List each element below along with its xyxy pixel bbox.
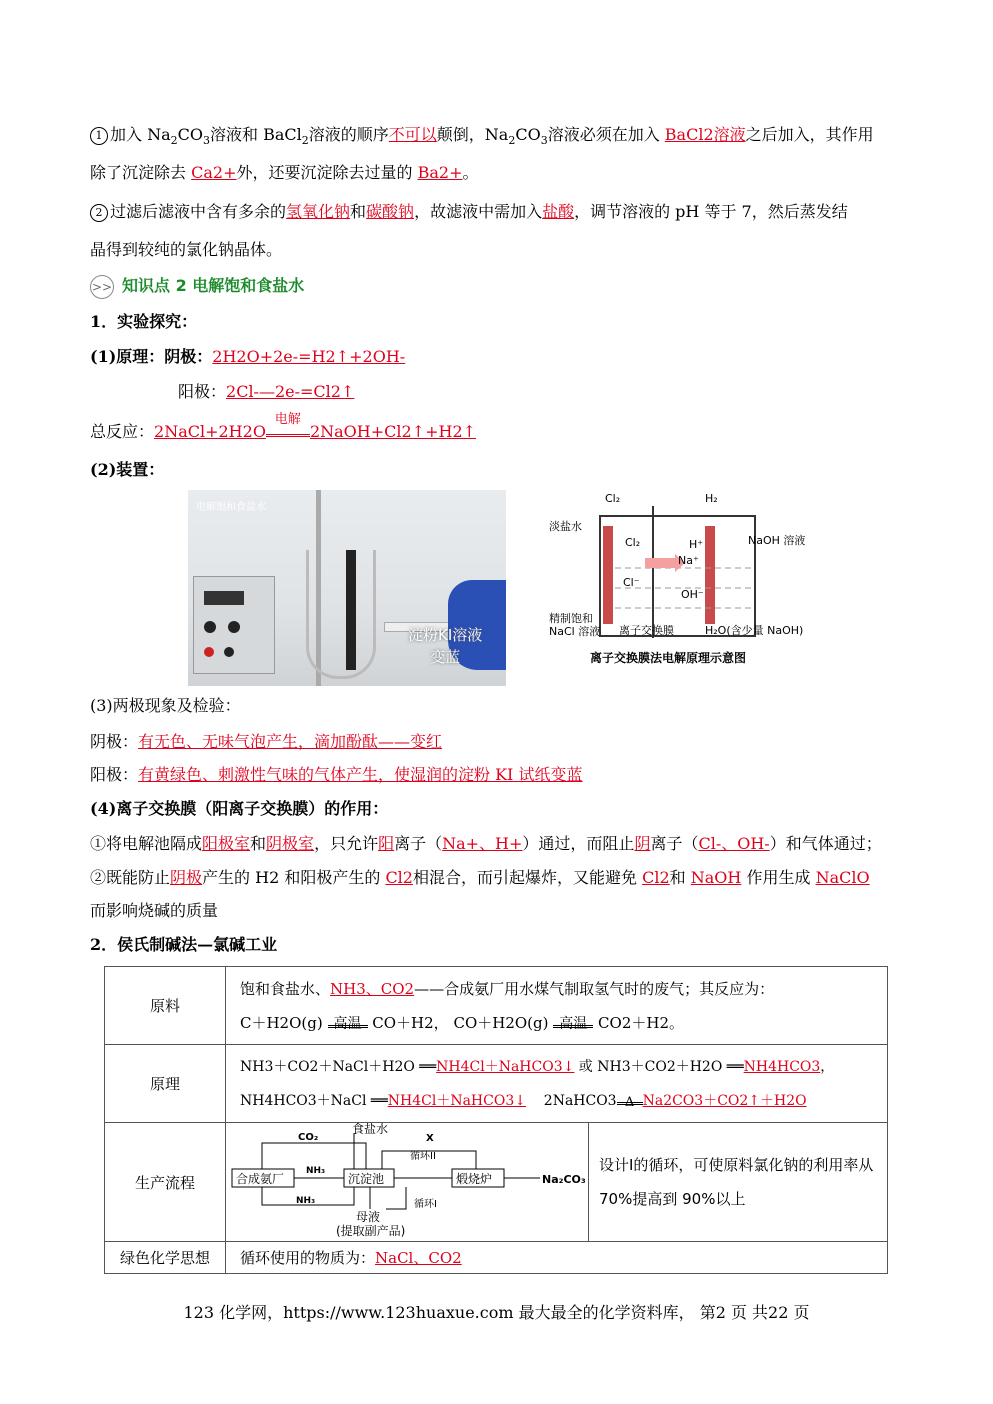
svg-text:合成氨厂: 合成氨厂 <box>236 1172 285 1186</box>
answer-ba: Ba2+ <box>417 163 463 182</box>
svg-text:母液: 母液 <box>356 1210 381 1224</box>
electrode-black <box>346 550 356 670</box>
svg-text:循环II: 循环II <box>410 1151 436 1162</box>
principle-anode: 阳极：2Cl-—2e-=Cl2↑ <box>178 382 355 401</box>
arrow-circle-icon: >> <box>90 275 114 299</box>
svg-text:H⁺: H⁺ <box>689 538 704 551</box>
para1-line2: 除了沉淀除去 Ca2+外，还要沉淀除去过量的 Ba2+。 <box>90 163 479 182</box>
svg-text:沉淀池: 沉淀池 <box>348 1172 385 1186</box>
phenom-title: (3)两极现象及检验： <box>90 696 241 715</box>
cathode-equation: 2H2O+2e-=H2↑+2OH- <box>212 347 406 366</box>
table-row-green: 绿色化学思想 循环使用的物质为：NaCl、CO2 <box>105 1242 888 1274</box>
high-temp-condition: 高温 <box>328 1025 368 1028</box>
svg-text:NH₃: NH₃ <box>296 1196 316 1206</box>
svg-text:食盐水: 食盐水 <box>352 1123 389 1136</box>
high-temp-condition-2: 高温 <box>553 1025 593 1028</box>
dilute-brine-label: 淡盐水 <box>549 520 582 533</box>
anode-equation: 2Cl-—2e-=Cl2↑ <box>226 382 355 401</box>
kp-title: 知识点 2 电解饱和食盐水 <box>122 276 305 295</box>
cathode-plate <box>705 526 715 624</box>
section-1-title: 1．实验探究： <box>90 312 198 331</box>
membrane-title: (4)离子交换膜（阳离子交换膜）的作用： <box>90 799 389 818</box>
u-tube <box>306 550 376 679</box>
section-2-title: 2．侯氏制碱法—氯碱工业 <box>90 935 278 954</box>
apparatus-photo <box>188 490 506 686</box>
svg-text:Na⁺: Na⁺ <box>678 554 699 567</box>
para1-line1: 1 加入 $Na_2CO_3$溶液和 BaCl$_2$溶液的顺序不可以颠倒，$Na_2CO_3$溶液必须在加入 BaCl2溶液之后加入，其作用 <box>90 123 901 153</box>
hou-process-table <box>104 966 888 1274</box>
kp-header <box>90 274 901 299</box>
diagram-caption: 离子交换膜法电解原理示意图 <box>590 651 747 665</box>
svg-text:H₂O(含少量 NaOH): H₂O(含少量 NaOH) <box>705 624 804 637</box>
power-supply <box>193 576 275 674</box>
svg-text:Cl₂: Cl₂ <box>625 536 641 549</box>
device-label: (2)装置： <box>90 460 165 479</box>
svg-text:煅烧炉: 煅烧炉 <box>456 1172 493 1186</box>
table-row-principle: 原理 NH3＋CO2＋NaCl＋H2O ══NH4Cl＋NaHCO3↓ 或 NH3＋CO2＋H2O ══NH4HCO3， NH4HCO3＋NaCl ══NH4Cl＋NaHCO3↓ 2NaHCO3 Δ Na2CO3＋CO2↑＋H2O <box>105 1045 888 1123</box>
photo-title: 电解饱和食盐水 <box>196 502 266 513</box>
membrane-line2: ②既能防止阴极产生的 H2 和阳极产生的 Cl2相混合，而引起爆炸，又能避免 Cl2和 NaOH 作用生成 NaClO <box>90 868 870 887</box>
principle-cathode: (1)原理：阴极：2H2O+2e-=H2↑+2OH- <box>90 347 406 366</box>
h2-label: H₂ <box>705 492 718 505</box>
table-row-raw-material: 原料 饱和食盐水、NH3、CO2——合成氨厂用水煤气制取氢气时的废气；其反应为： C＋H2O(g) 高温 CO＋H2， CO＋H2O(g) 高温 CO2＋H2。 <box>105 967 888 1045</box>
answer-cannot: 不可以 <box>388 125 437 144</box>
photo-caption: 淀粉KI溶液 变蓝 <box>408 626 483 666</box>
anode-plate <box>603 526 613 624</box>
svg-text:NaCl 溶液: NaCl 溶液 <box>549 625 601 638</box>
svg-text:NH₃: NH₃ <box>306 1166 326 1176</box>
circled-number-2: 2 <box>90 204 108 222</box>
svg-text:CO₂: CO₂ <box>298 1132 319 1143</box>
principle-total: 总反应：2NaCl+2H2O 电解 2NaOH+Cl2↑+H2↑ <box>90 412 477 441</box>
page-footer: 123 化学网，https://www.123huaxue.com 最大最全的化学资料库， 第2 页 共22 页 <box>183 1303 810 1322</box>
svg-text:精制饱和: 精制饱和 <box>549 612 593 625</box>
svg-text:离子交换膜: 离子交换膜 <box>619 624 674 637</box>
para2-line1: 2 过滤后滤液中含有多余的氢氧化钠和碳酸钠，故滤液中需加入盐酸，调节溶液的 pH 等于 7，然后蒸发结 <box>90 200 901 224</box>
svg-text:OH⁻: OH⁻ <box>681 588 704 601</box>
answer-bacl2: BaCl2溶液 <box>664 125 746 144</box>
svg-text:循环I: 循环I <box>414 1199 437 1210</box>
phenom-anode: 阳极：有黄绿色、刺激性气味的气体产生，使湿润的淀粉 KI 试纸变蓝 <box>90 765 583 784</box>
flow-note: 设计Ⅰ的循环，可使原料氯化钠的利用率从 70%提高到 90%以上 <box>589 1123 888 1242</box>
membrane-line1: ①将电解池隔成阳极室和阴极室，只允许阳离子（Na+、H+）通过，而阻止阴离子（Cl-、OH-）和气体通过； <box>90 834 882 853</box>
row-label: 原料 <box>105 967 226 1045</box>
svg-text:X: X <box>426 1133 434 1144</box>
table-row-flow: 生产流程 合成氨厂 沉淀池 煅烧炉 Na₂CO₃ CO₂ 食盐水 X 循环II NH₃ NH₃ 母液 循环I (提取副产品) 设计Ⅰ的循环，可使原料氯化钠的利用率从 70%提高到 90%以上 <box>105 1123 888 1242</box>
svg-text:Na₂CO₃: Na₂CO₃ <box>542 1173 586 1186</box>
para2-line2: 晶得到较纯的氯化钠晶体。 <box>90 240 283 259</box>
cl2-label: Cl₂ <box>605 492 621 505</box>
electrolysis-condition: 电解 <box>266 422 310 437</box>
naoh-label: NaOH 溶液 <box>748 534 806 547</box>
svg-text:Cl⁻: Cl⁻ <box>623 576 640 589</box>
phenom-cathode: 阴极：有无色、无味气泡产生，滴加酚酞——变红 <box>90 732 443 751</box>
svg-text:(提取副产品): (提取副产品) <box>336 1224 406 1238</box>
na-arrow <box>645 558 675 568</box>
membrane-electrolysis-diagram <box>545 488 835 678</box>
answer-ca: Ca2+ <box>191 163 237 182</box>
production-flow-diagram <box>226 1123 588 1241</box>
membrane-line3: 而影响烧碱的质量 <box>90 901 219 920</box>
circled-number-1: 1 <box>90 127 108 145</box>
